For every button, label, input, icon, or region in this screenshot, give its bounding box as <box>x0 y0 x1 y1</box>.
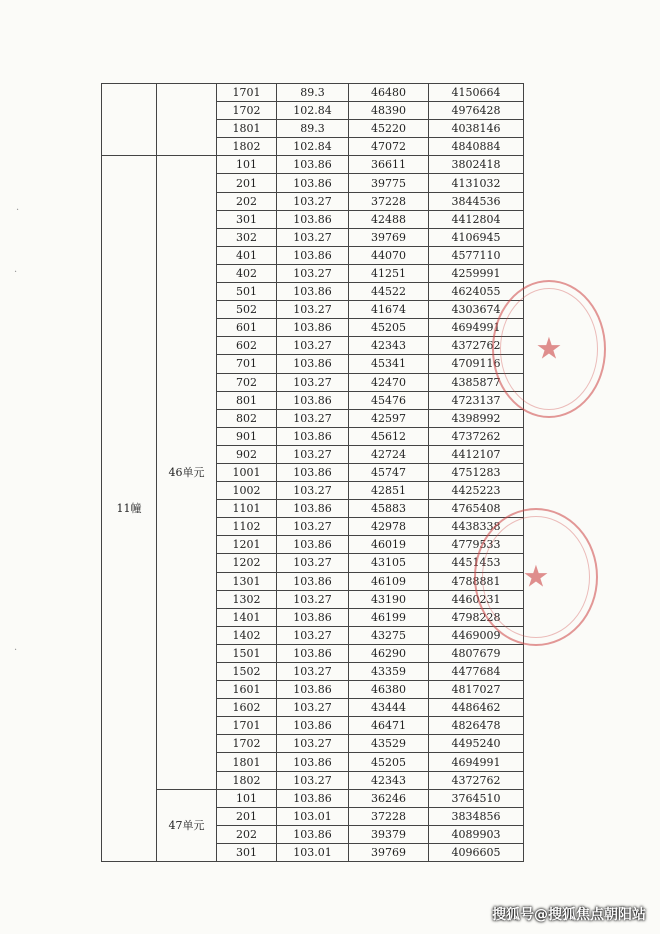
unit-price-cell: 37228 <box>349 807 429 825</box>
area-cell: 103.86 <box>277 536 349 554</box>
unit-price-cell: 42343 <box>349 337 429 355</box>
room-number-cell: 1702 <box>217 735 277 753</box>
unit-price-cell: 42488 <box>349 210 429 228</box>
room-number-cell: 101 <box>217 156 277 174</box>
total-price-cell: 4038146 <box>429 120 524 138</box>
table-row <box>102 156 524 174</box>
room-number-cell: 202 <box>217 825 277 843</box>
room-number-cell: 201 <box>217 807 277 825</box>
unit-price-cell: 43275 <box>349 626 429 644</box>
total-price-cell: 4438338 <box>429 518 524 536</box>
room-number-cell: 1801 <box>217 753 277 771</box>
unit-price-cell: 39379 <box>349 825 429 843</box>
total-price-cell: 4765408 <box>429 500 524 518</box>
total-price-cell: 4840884 <box>429 138 524 156</box>
total-price-cell: 4460231 <box>429 590 524 608</box>
room-number-cell: 1801 <box>217 120 277 138</box>
room-number-cell: 1602 <box>217 699 277 717</box>
room-number-cell: 1502 <box>217 663 277 681</box>
area-cell: 103.27 <box>277 192 349 210</box>
total-price-cell: 4385877 <box>429 373 524 391</box>
room-number-cell: 802 <box>217 409 277 427</box>
total-price-cell: 4709116 <box>429 355 524 373</box>
scan-mark: · <box>14 267 18 278</box>
room-number-cell: 202 <box>217 192 277 210</box>
total-price-cell: 4089903 <box>429 825 524 843</box>
room-number-cell: 1402 <box>217 626 277 644</box>
area-cell: 103.86 <box>277 174 349 192</box>
area-cell: 103.27 <box>277 264 349 282</box>
unit-price-cell: 42978 <box>349 518 429 536</box>
building-label: 11幢 <box>102 156 157 862</box>
area-cell: 103.86 <box>277 427 349 445</box>
area-cell: 103.27 <box>277 518 349 536</box>
total-price-cell: 4495240 <box>429 735 524 753</box>
unit-price-cell: 39769 <box>349 228 429 246</box>
area-cell: 103.01 <box>277 807 349 825</box>
area-cell: 103.86 <box>277 789 349 807</box>
unit-price-cell: 43529 <box>349 735 429 753</box>
total-price-cell: 4106945 <box>429 228 524 246</box>
area-cell: 103.27 <box>277 626 349 644</box>
area-cell: 103.86 <box>277 463 349 481</box>
area-cell: 89.3 <box>277 84 349 102</box>
room-number-cell: 601 <box>217 319 277 337</box>
total-price-cell: 4807679 <box>429 644 524 662</box>
room-number-cell: 1702 <box>217 102 277 120</box>
area-cell: 103.27 <box>277 373 349 391</box>
area-cell: 103.27 <box>277 663 349 681</box>
unit-label: 46单元 <box>157 156 217 789</box>
unit-price-cell: 43444 <box>349 699 429 717</box>
area-cell: 103.27 <box>277 409 349 427</box>
area-cell: 103.86 <box>277 717 349 735</box>
total-price-cell: 4372762 <box>429 771 524 789</box>
area-cell: 103.27 <box>277 735 349 753</box>
unit-price-cell: 42470 <box>349 373 429 391</box>
unit-price-cell: 41674 <box>349 301 429 319</box>
total-price-cell: 4259991 <box>429 264 524 282</box>
unit-price-cell: 45220 <box>349 120 429 138</box>
unit-price-cell: 46109 <box>349 572 429 590</box>
room-number-cell: 1802 <box>217 138 277 156</box>
unit-price-cell: 46290 <box>349 644 429 662</box>
total-price-cell: 4398992 <box>429 409 524 427</box>
total-price-cell: 4976428 <box>429 102 524 120</box>
unit-price-cell: 37228 <box>349 192 429 210</box>
area-cell: 102.84 <box>277 138 349 156</box>
area-cell: 103.27 <box>277 699 349 717</box>
unit-price-cell: 45612 <box>349 427 429 445</box>
unit-price-cell: 46019 <box>349 536 429 554</box>
total-price-cell: 4469009 <box>429 626 524 644</box>
area-cell: 103.27 <box>277 301 349 319</box>
room-number-cell: 401 <box>217 246 277 264</box>
total-price-cell: 4788881 <box>429 572 524 590</box>
unit-price-cell: 45205 <box>349 753 429 771</box>
room-number-cell: 1501 <box>217 644 277 662</box>
unit-price-cell: 45476 <box>349 391 429 409</box>
building-cell-blank <box>102 84 157 156</box>
area-cell: 103.27 <box>277 482 349 500</box>
total-price-cell: 4694991 <box>429 319 524 337</box>
unit-price-cell: 45205 <box>349 319 429 337</box>
unit-cell-blank <box>157 84 217 156</box>
unit-price-cell: 45883 <box>349 500 429 518</box>
red-seal-stamp: ★ <box>492 280 606 418</box>
unit-price-cell: 43190 <box>349 590 429 608</box>
unit-price-cell: 36611 <box>349 156 429 174</box>
room-number-cell: 502 <box>217 301 277 319</box>
room-number-cell: 1601 <box>217 681 277 699</box>
room-number-cell: 402 <box>217 264 277 282</box>
total-price-cell: 4372762 <box>429 337 524 355</box>
area-cell: 103.27 <box>277 590 349 608</box>
unit-price-cell: 44522 <box>349 283 429 301</box>
room-number-cell: 101 <box>217 789 277 807</box>
area-cell: 103.27 <box>277 337 349 355</box>
unit-price-cell: 41251 <box>349 264 429 282</box>
total-price-cell: 4150664 <box>429 84 524 102</box>
unit-price-cell: 45747 <box>349 463 429 481</box>
room-number-cell: 1102 <box>217 518 277 536</box>
area-cell: 103.27 <box>277 771 349 789</box>
total-price-cell: 4131032 <box>429 174 524 192</box>
unit-price-cell: 43105 <box>349 554 429 572</box>
unit-label: 47单元 <box>157 789 217 861</box>
scan-mark: · <box>14 645 18 656</box>
total-price-cell: 4477684 <box>429 663 524 681</box>
watermark-text: 搜狐号@搜狐焦点朝阳站 <box>492 907 646 923</box>
room-number-cell: 1802 <box>217 771 277 789</box>
total-price-cell: 4624055 <box>429 283 524 301</box>
unit-price-cell: 39769 <box>349 843 429 861</box>
table-row <box>102 789 524 807</box>
area-cell: 103.86 <box>277 681 349 699</box>
area-cell: 103.27 <box>277 228 349 246</box>
unit-price-cell: 42851 <box>349 482 429 500</box>
unit-price-cell: 44070 <box>349 246 429 264</box>
room-number-cell: 1202 <box>217 554 277 572</box>
area-cell: 103.86 <box>277 210 349 228</box>
total-price-cell: 4723137 <box>429 391 524 409</box>
area-cell: 103.86 <box>277 355 349 373</box>
scan-mark: · <box>16 205 20 216</box>
total-price-cell: 4826478 <box>429 717 524 735</box>
area-cell: 103.27 <box>277 554 349 572</box>
area-cell: 103.86 <box>277 608 349 626</box>
room-number-cell: 1401 <box>217 608 277 626</box>
room-number-cell: 501 <box>217 283 277 301</box>
unit-price-cell: 42597 <box>349 409 429 427</box>
area-cell: 103.01 <box>277 843 349 861</box>
total-price-cell: 4751283 <box>429 463 524 481</box>
area-cell: 103.27 <box>277 445 349 463</box>
total-price-cell: 4303674 <box>429 301 524 319</box>
unit-price-cell: 46380 <box>349 681 429 699</box>
unit-price-cell: 39775 <box>349 174 429 192</box>
total-price-cell: 3764510 <box>429 789 524 807</box>
total-price-cell: 4737262 <box>429 427 524 445</box>
room-number-cell: 902 <box>217 445 277 463</box>
area-cell: 103.86 <box>277 825 349 843</box>
room-number-cell: 701 <box>217 355 277 373</box>
total-price-cell: 4486462 <box>429 699 524 717</box>
unit-price-cell: 46471 <box>349 717 429 735</box>
area-cell: 103.86 <box>277 319 349 337</box>
unit-price-cell: 42724 <box>349 445 429 463</box>
room-number-cell: 301 <box>217 843 277 861</box>
room-number-cell: 801 <box>217 391 277 409</box>
unit-price-cell: 43359 <box>349 663 429 681</box>
room-number-cell: 702 <box>217 373 277 391</box>
unit-price-cell: 48390 <box>349 102 429 120</box>
area-cell: 103.86 <box>277 283 349 301</box>
room-number-cell: 302 <box>217 228 277 246</box>
room-number-cell: 1101 <box>217 500 277 518</box>
unit-price-cell: 45341 <box>349 355 429 373</box>
unit-price-cell: 46480 <box>349 84 429 102</box>
total-price-cell: 4412804 <box>429 210 524 228</box>
total-price-cell: 4451453 <box>429 554 524 572</box>
total-price-cell: 3802418 <box>429 156 524 174</box>
room-number-cell: 1201 <box>217 536 277 554</box>
total-price-cell: 4817027 <box>429 681 524 699</box>
total-price-cell: 4412107 <box>429 445 524 463</box>
table-row <box>102 84 524 102</box>
room-number-cell: 1701 <box>217 717 277 735</box>
room-number-cell: 301 <box>217 210 277 228</box>
total-price-cell: 4694991 <box>429 753 524 771</box>
total-price-cell: 4798228 <box>429 608 524 626</box>
total-price-cell: 4096605 <box>429 843 524 861</box>
area-cell: 89.3 <box>277 120 349 138</box>
room-number-cell: 901 <box>217 427 277 445</box>
unit-price-cell: 36246 <box>349 789 429 807</box>
total-price-cell: 3844536 <box>429 192 524 210</box>
total-price-cell: 3834856 <box>429 807 524 825</box>
unit-price-cell: 42343 <box>349 771 429 789</box>
unit-price-cell: 47072 <box>349 138 429 156</box>
room-number-cell: 201 <box>217 174 277 192</box>
area-cell: 103.86 <box>277 500 349 518</box>
room-number-cell: 1701 <box>217 84 277 102</box>
area-cell: 102.84 <box>277 102 349 120</box>
room-number-cell: 1302 <box>217 590 277 608</box>
area-cell: 103.86 <box>277 156 349 174</box>
room-number-cell: 1001 <box>217 463 277 481</box>
room-number-cell: 602 <box>217 337 277 355</box>
total-price-cell: 4425223 <box>429 482 524 500</box>
room-number-cell: 1301 <box>217 572 277 590</box>
total-price-cell: 4577110 <box>429 246 524 264</box>
unit-price-cell: 46199 <box>349 608 429 626</box>
area-cell: 103.86 <box>277 391 349 409</box>
area-cell: 103.86 <box>277 753 349 771</box>
price-table <box>101 83 524 862</box>
area-cell: 103.86 <box>277 572 349 590</box>
area-cell: 103.86 <box>277 644 349 662</box>
red-seal-stamp: ★ <box>474 508 598 646</box>
room-number-cell: 1002 <box>217 482 277 500</box>
area-cell: 103.86 <box>277 246 349 264</box>
total-price-cell: 4779533 <box>429 536 524 554</box>
